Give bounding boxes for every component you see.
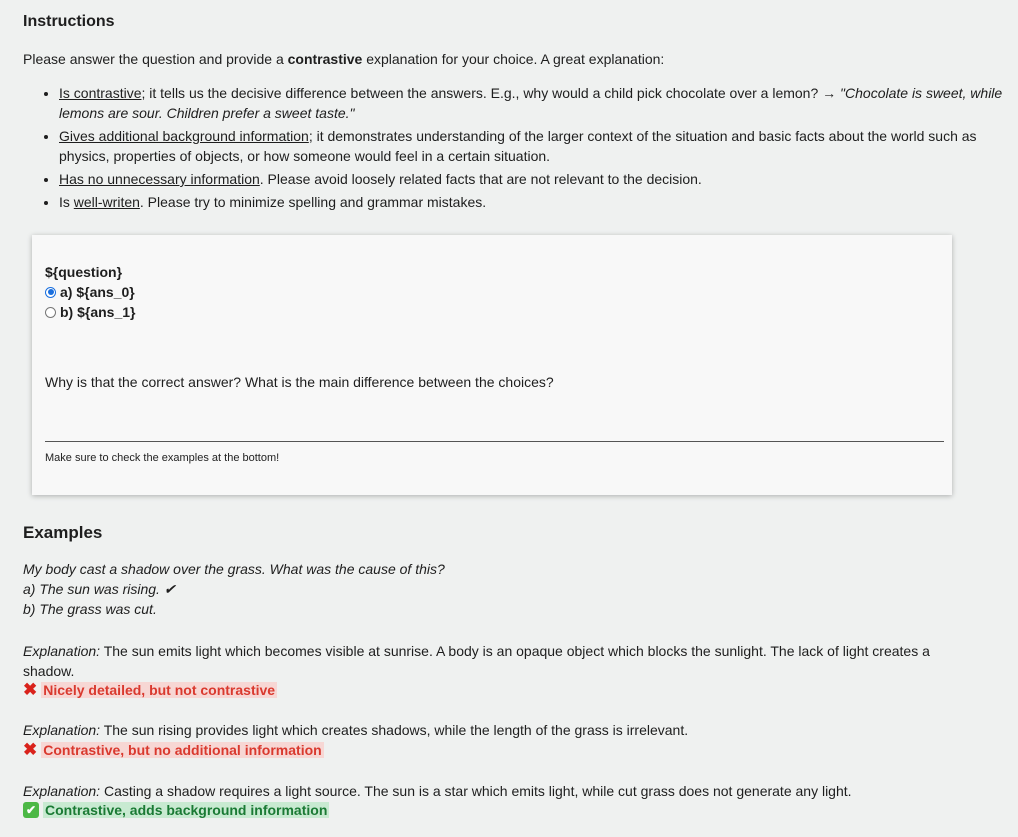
guideline-list (23, 83, 1004, 215)
option-a[interactable] (45, 284, 135, 300)
examples-title: Examples (23, 523, 103, 542)
example-option-a: a) The sun was rising. ✔ (23, 581, 176, 597)
example-option-b: b) The grass was cut. (23, 601, 157, 617)
verdict-text: Contrastive, adds background information (45, 802, 328, 818)
radio-option-b[interactable] (45, 307, 56, 318)
guideline-item-well-written (59, 192, 1004, 212)
question-text: ${question} (45, 264, 123, 280)
explanation-label: Explanation: (23, 643, 101, 659)
option-b-label: b) ${ans_1} (60, 304, 136, 320)
verdict-text: Contrastive, but no additional information (43, 742, 322, 758)
guideline-link[interactable]: Gives additional background information (59, 128, 309, 144)
explanation-text: Casting a shadow requires a light source. The sun is a star which emits light, while cut grass does not generate any light. (100, 783, 852, 799)
explanation-text: The sun rising provides light which creates shadows, while the length of the grass is irrelevant. (100, 722, 689, 738)
guideline-link[interactable]: Is contrastive (59, 85, 142, 101)
intro-text-after: explanation for your choice. A great explanation: (362, 51, 665, 67)
guideline-text: . Please avoid loosely related facts that are not relevant to the decision. (259, 171, 702, 187)
guideline-text: ; it demonstrates understanding of the larger context of the situation and basic facts about the world such as physics, properties of objects, or how someone would feel in a certain situation. (59, 128, 977, 164)
explanation-label: Explanation: (23, 783, 101, 799)
guideline-prefix: Is (59, 194, 74, 210)
examples-hint: Make sure to check the examples at the bottom! (45, 452, 280, 464)
verdict-2 (23, 741, 324, 759)
intro-text-before: Please answer the question and provide a (23, 51, 288, 67)
instructions-title: Instructions (23, 13, 115, 30)
guideline-text: . Please try to minimize spelling and grammar mistakes. (139, 194, 487, 210)
explanation-label: Explanation: (23, 722, 101, 738)
guideline-quote: "Chocolate is sweet, while lemons are sour. Children prefer a sweet taste." (59, 85, 1003, 121)
verdict-1 (23, 681, 277, 699)
explanation-input[interactable] (45, 403, 944, 442)
guideline-link[interactable]: Has no unnecessary information (59, 171, 260, 187)
instructions-intro (23, 51, 664, 67)
guideline-item-contrastive (59, 83, 1004, 123)
guideline-link[interactable]: well-writen (73, 194, 140, 210)
check-icon: ✔ (23, 802, 39, 818)
explanation-prompt: Why is that the correct answer? What is the main difference between the choices? (45, 374, 554, 390)
cross-icon: ✖ (23, 740, 38, 759)
intro-bold-word: contrastive (287, 51, 363, 67)
task-card (32, 235, 952, 495)
guideline-item-no-unnecessary (59, 169, 1004, 189)
example-explanation-1 (23, 641, 983, 681)
cross-icon: ✖ (23, 680, 38, 699)
example-question: My body cast a shadow over the grass. What was the cause of this? (23, 561, 445, 577)
guideline-item-background (59, 126, 1004, 166)
verdict-3 (23, 802, 329, 818)
guideline-text: ; it tells us the decisive difference between the answers. E.g., why would a child pick chocolate over a lemon? → (141, 85, 841, 101)
radio-option-a[interactable] (45, 287, 56, 298)
example-explanation-3 (23, 783, 852, 799)
option-a-label: a) ${ans_0} (60, 284, 135, 300)
option-b[interactable] (45, 304, 135, 320)
explanation-text: The sun emits light which becomes visible at sunrise. A body is an opaque object which blocks the sunlight. The lack of light creates a shadow. (23, 643, 930, 679)
example-explanation-2 (23, 722, 688, 738)
verdict-text: Nicely detailed, but not contrastive (43, 682, 276, 698)
